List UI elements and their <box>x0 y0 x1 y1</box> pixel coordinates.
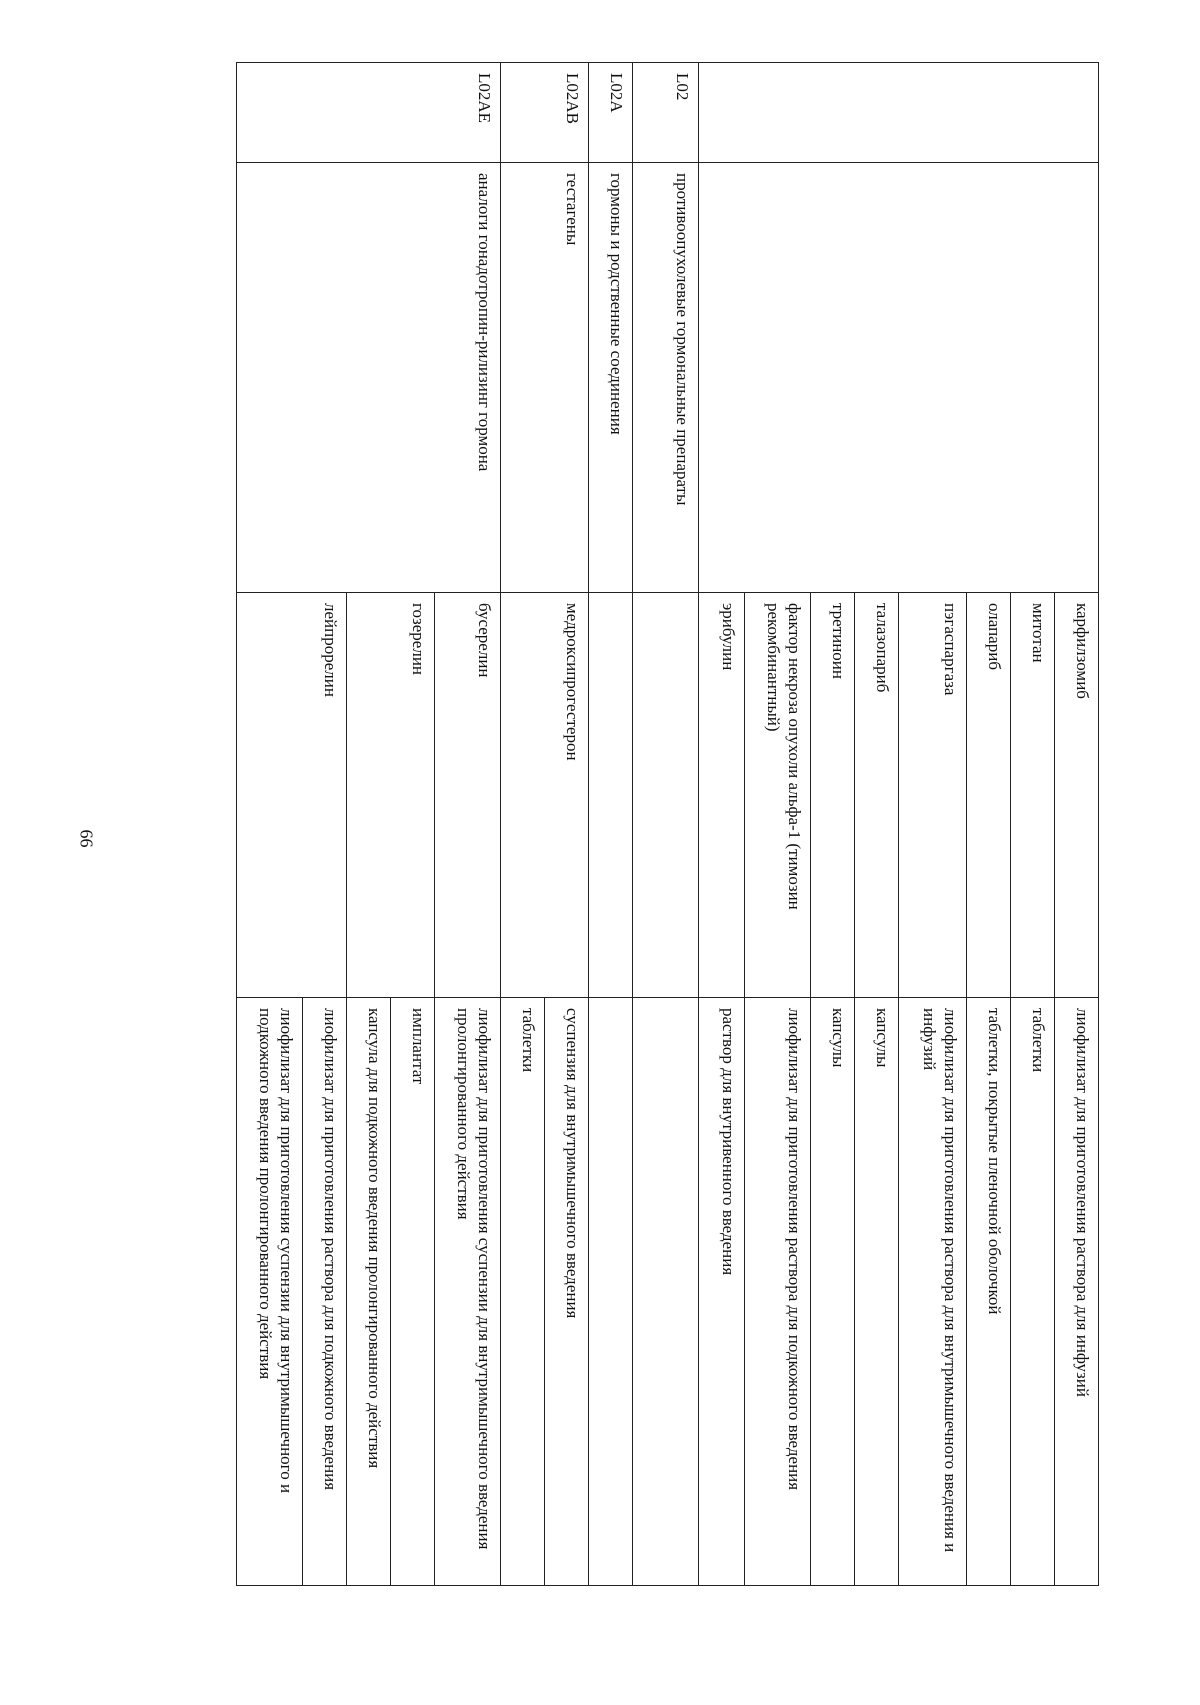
code-cell <box>699 63 1099 163</box>
dosage-form-cell: таблетки, покрытые пленочной оболочкой <box>967 998 1011 1586</box>
drug-name-cell: лейпрорелин <box>237 593 347 998</box>
group-cell: гестагены <box>501 163 589 593</box>
drug-name-cell <box>633 593 699 998</box>
dosage-form-cell: капсулы <box>811 998 855 1586</box>
drug-name-cell: карфилзомиб <box>1055 593 1099 998</box>
group-cell <box>699 163 1099 593</box>
drug-name-cell: третиноин <box>811 593 855 998</box>
table-row <box>589 63 633 1586</box>
table-row <box>545 63 589 1586</box>
dosage-form-cell <box>633 998 699 1586</box>
drug-name-cell: талазопариб <box>855 593 899 998</box>
drug-name-cell: медроксипрогестерон <box>501 593 589 998</box>
drug-name-cell: эрибулин <box>699 593 745 998</box>
dosage-form-cell: раствор для внутривенного введения <box>699 998 745 1586</box>
drug-name-cell: олапариб <box>967 593 1011 998</box>
drug-name-cell: гозерелин <box>347 593 435 998</box>
dosage-form-cell: лиофилизат для приготовления раствора для подкожного введения <box>745 998 811 1586</box>
dosage-form-cell: таблетки <box>1011 998 1055 1586</box>
atc-code-cell: L02 <box>633 63 699 163</box>
drug-name-cell <box>589 593 633 998</box>
dosage-form-cell: лиофилизат для приготовления раствора для инфузий <box>1055 998 1099 1586</box>
dosage-form-cell: лиофилизат для приготовления суспензии для внутримышечного введения пролонгированного действия <box>435 998 501 1586</box>
atc-code-cell: L02A <box>589 63 633 163</box>
dosage-form-cell: таблетки <box>501 998 545 1586</box>
dosage-form-cell: капсулы <box>855 998 899 1586</box>
group-cell: аналоги гонадотропин-рилизинг гормона <box>237 163 501 593</box>
medicines-table <box>236 62 1099 1586</box>
drug-name-cell: пэгаспаргаза <box>899 593 967 998</box>
table-row <box>435 63 501 1586</box>
dosage-form-cell: лиофилизат для приготовления раствора для внутримышечного введения и инфузий <box>899 998 967 1586</box>
group-cell: противоопухолевые гормональные препараты <box>633 163 699 593</box>
dosage-form-cell: лиофилизат для приготовления суспензии для внутримышечного и подкожного введения пролонгированного действия <box>237 998 303 1586</box>
dosage-form-cell: лиофилизат для приготовления раствора для подкожного введения <box>303 998 347 1586</box>
drug-name-cell: фактор некроза опухоли альфа-1 (тимозин рекомбинантный) <box>745 593 811 998</box>
page-number: 66 <box>76 829 97 848</box>
drug-name-cell: митотан <box>1011 593 1055 998</box>
dosage-form-cell: капсула для подкожного введения пролонгированного действия <box>347 998 391 1586</box>
rotated-table-container <box>175 62 1099 1585</box>
dosage-form-cell: имплантат <box>391 998 435 1586</box>
table-row <box>633 63 699 1586</box>
group-cell: гормоны и родственные соединения <box>589 163 633 593</box>
drug-name-cell: бусерелин <box>435 593 501 998</box>
dosage-form-cell: суспензия для внутримышечного введения <box>545 998 589 1586</box>
atc-code-cell: L02AE <box>237 63 501 163</box>
table-row <box>1055 63 1099 1586</box>
dosage-form-cell <box>589 998 633 1586</box>
atc-code-cell: L02AB <box>501 63 589 163</box>
